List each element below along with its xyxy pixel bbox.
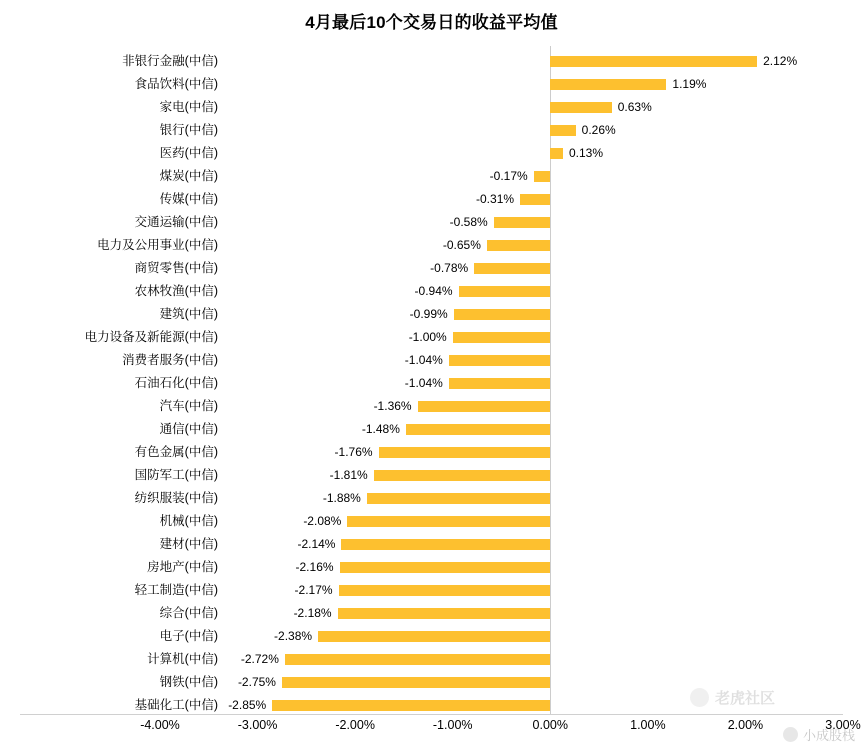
bar (339, 585, 551, 596)
bar (550, 102, 611, 113)
category-label: 汽车(中信) (159, 399, 218, 413)
x-axis-line (20, 714, 843, 715)
category-label: 机械(中信) (159, 514, 218, 528)
bar (418, 401, 551, 412)
category-label: 农林牧渔(中信) (134, 284, 218, 298)
value-label: -1.88% (322, 491, 361, 505)
category-label: 综合(中信) (159, 606, 218, 620)
category-label: 医药(中信) (159, 146, 218, 160)
value-label: -0.94% (414, 284, 453, 298)
value-label: 1.19% (672, 77, 707, 91)
bar (550, 79, 666, 90)
x-axis-tick-label: 1.00% (630, 718, 666, 732)
value-label: -2.72% (240, 652, 279, 666)
category-label: 建筑(中信) (159, 307, 218, 321)
bar (494, 217, 551, 228)
category-label: 钢铁(中信) (159, 675, 218, 689)
value-label: -2.75% (237, 675, 276, 689)
bar (453, 332, 551, 343)
chart-title: 4月最后10个交易日的收益平均值 (305, 13, 558, 32)
bar (550, 56, 757, 67)
value-label: 0.13% (568, 146, 603, 160)
category-label: 消费者服务(中信) (122, 353, 218, 367)
value-label: 0.63% (617, 100, 652, 114)
value-label: -0.31% (476, 192, 515, 206)
value-label: -0.58% (449, 215, 488, 229)
category-label: 煤炭(中信) (159, 169, 218, 183)
plot-area (0, 46, 863, 714)
x-axis-tick-label: -1.00% (432, 718, 473, 732)
bar (318, 631, 550, 642)
watermark-brand-label: 老虎社区 (714, 690, 775, 707)
x-axis-tick-label: -3.00% (237, 718, 278, 732)
bar (474, 263, 550, 274)
bar (459, 286, 551, 297)
value-label: -0.65% (442, 238, 481, 252)
category-label: 纺织服装(中信) (134, 491, 218, 505)
category-label: 计算机(中信) (147, 652, 218, 666)
x-axis-tick-label: -2.00% (335, 718, 375, 732)
category-label: 交通运输(中信) (134, 215, 218, 229)
category-label: 国防军工(中信) (134, 468, 218, 482)
category-label: 石油石化(中信) (134, 376, 218, 390)
watermark-user-label: 小成股栈 (802, 728, 855, 743)
category-label: 电力设备及新能源(中信) (84, 330, 218, 344)
category-label: 商贸零售(中信) (134, 261, 218, 275)
category-label: 建材(中信) (159, 537, 218, 551)
bar (285, 654, 550, 665)
category-label: 轻工制造(中信) (134, 583, 218, 597)
category-label: 传媒(中信) (159, 192, 218, 206)
bar (534, 171, 551, 182)
value-label: -1.00% (408, 330, 447, 344)
category-label: 有色金属(中信) (134, 445, 218, 459)
value-label: -0.99% (409, 307, 448, 321)
bar (487, 240, 550, 251)
category-label: 通信(中信) (159, 422, 218, 436)
value-label: -1.81% (329, 468, 368, 482)
value-label: -1.76% (334, 445, 373, 459)
value-label: -2.38% (274, 629, 313, 643)
bar (520, 194, 550, 205)
category-label: 非银行金融(中信) (122, 54, 218, 68)
value-label: -1.48% (361, 422, 400, 436)
x-axis-tick-label: 3.00% (825, 718, 861, 732)
value-label: -2.18% (293, 606, 332, 620)
bar (406, 424, 550, 435)
bar (374, 470, 551, 481)
category-label: 电子(中信) (159, 629, 218, 643)
bar (449, 378, 550, 389)
bar (367, 493, 550, 504)
watermark-brand (690, 687, 775, 708)
bar (449, 355, 550, 366)
user-avatar-icon (783, 727, 798, 742)
bar (550, 125, 575, 136)
category-label: 房地产(中信) (147, 560, 218, 574)
bar (272, 700, 550, 711)
value-label: -2.08% (303, 514, 342, 528)
bar (282, 677, 550, 688)
value-label: -2.17% (294, 583, 333, 597)
tiger-logo-icon (690, 688, 709, 707)
category-label: 基础化工(中信) (134, 698, 218, 712)
value-label: -2.14% (297, 537, 336, 551)
category-label: 电力及公用事业(中信) (97, 238, 218, 252)
bar (340, 562, 551, 573)
category-label: 银行(中信) (159, 123, 218, 137)
value-label: -1.36% (373, 399, 412, 413)
bar (454, 309, 551, 320)
x-axis-tick-label: 2.00% (727, 718, 764, 732)
bar (379, 447, 551, 458)
bar (550, 148, 563, 159)
x-axis-tick-label: 0.00% (532, 718, 569, 732)
value-label: -1.04% (404, 353, 443, 367)
bar (347, 516, 550, 527)
value-label: -1.04% (404, 376, 443, 390)
category-label: 食品饮料(中信) (134, 77, 218, 91)
value-label: 2.12% (763, 54, 798, 68)
value-label: -2.16% (295, 560, 334, 574)
value-label: 0.26% (581, 123, 616, 137)
value-label: -0.78% (430, 261, 469, 275)
bar (341, 539, 550, 550)
bar (338, 608, 551, 619)
x-axis-tick-label: -4.00% (140, 718, 180, 732)
value-label: -2.85% (228, 698, 267, 712)
value-label: -0.17% (489, 169, 528, 183)
category-label: 家电(中信) (159, 100, 218, 114)
